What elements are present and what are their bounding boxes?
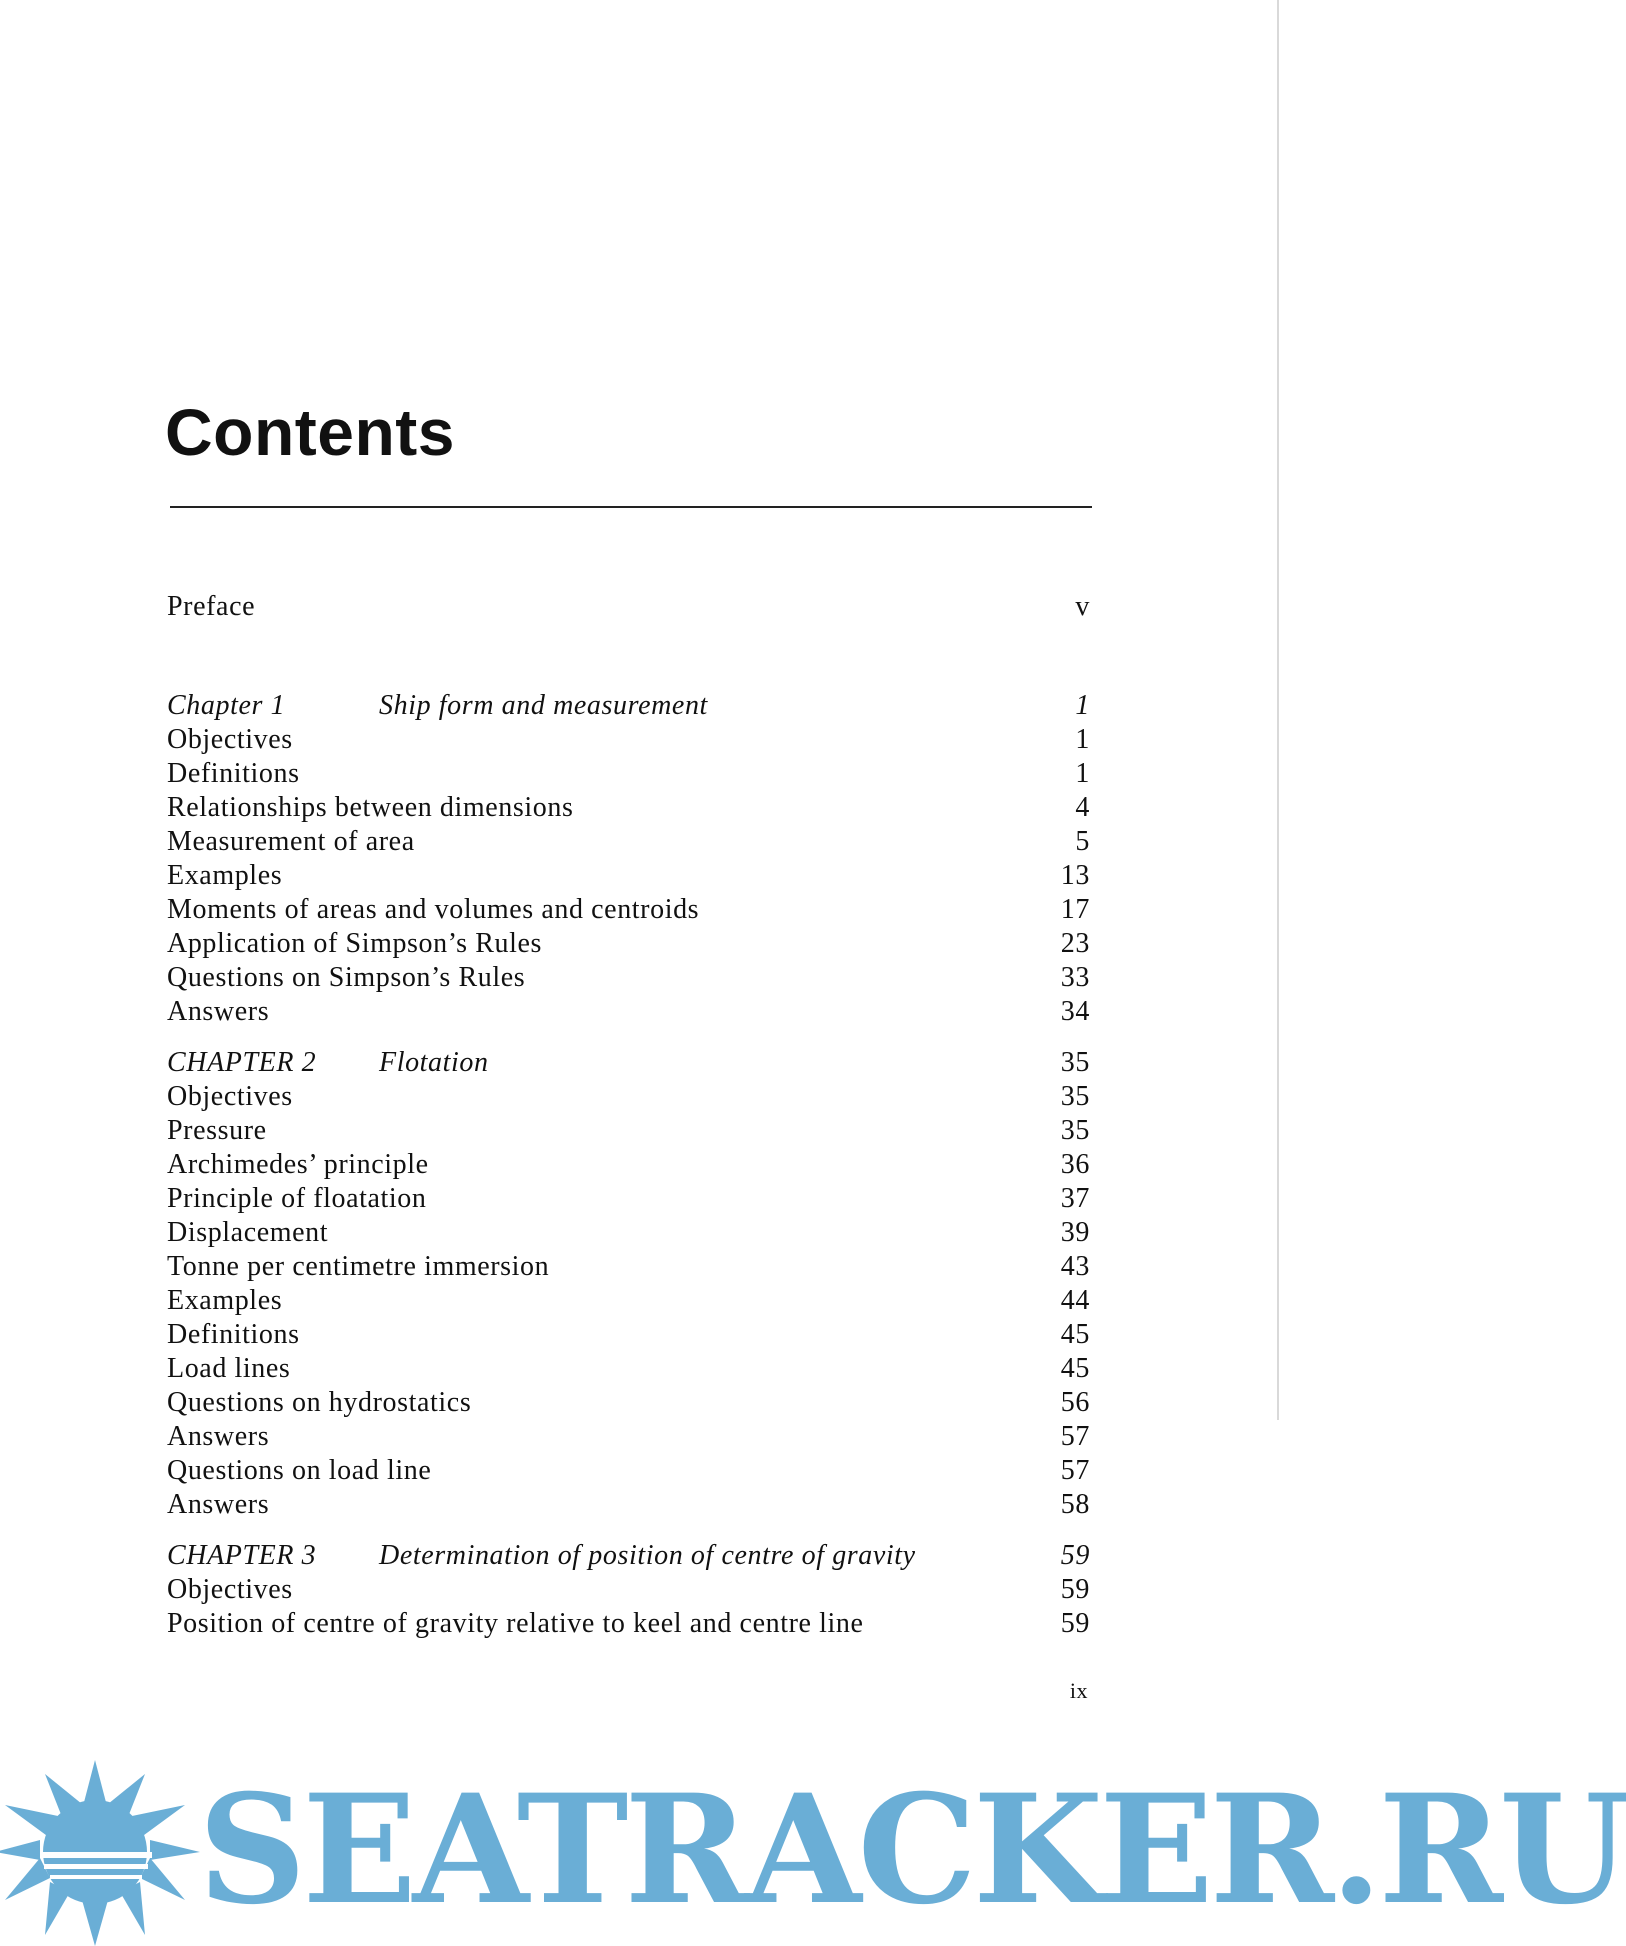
toc-entry[interactable] <box>167 1080 1090 1114</box>
toc-entry-page: 45 <box>1060 1353 1090 1384</box>
toc-entry-page: 59 <box>1060 1608 1090 1639</box>
toc-entry-page: 37 <box>1060 1183 1090 1214</box>
toc-entry-preface[interactable] <box>167 590 1090 624</box>
toc-entry-page: 5 <box>1075 826 1090 857</box>
toc-entry[interactable] <box>167 995 1090 1029</box>
toc-chapter-1-heading[interactable] <box>167 689 1090 723</box>
toc-entry-label: Preface <box>167 591 256 622</box>
toc-chapter-3-heading[interactable] <box>167 1539 1090 1573</box>
toc-entry-label: Answers <box>167 1489 270 1520</box>
toc-entry[interactable] <box>167 1454 1090 1488</box>
toc-entry[interactable] <box>167 1250 1090 1284</box>
toc-entry-label: Application of Simpson’s Rules <box>167 928 542 959</box>
chapter-title: Determination of position of centre of gravity <box>379 1540 916 1571</box>
toc-entry-page: 43 <box>1060 1251 1090 1282</box>
toc-entry-page: 1 <box>1075 724 1090 755</box>
chapter-title: Ship form and measurement <box>379 690 708 721</box>
page-number: ix <box>1069 1678 1088 1703</box>
chapter-label: CHAPTER 2 <box>167 1047 317 1078</box>
toc-entry-label: Position of centre of gravity relative to keel and centre line <box>167 1608 864 1639</box>
toc-entry[interactable] <box>167 1284 1090 1318</box>
toc-entry-page: v <box>1075 591 1090 622</box>
toc-entry-page: 33 <box>1060 962 1090 993</box>
toc-entry[interactable] <box>167 1573 1090 1607</box>
toc-entry-label: Examples <box>167 1285 283 1316</box>
toc-entry-page: 57 <box>1060 1421 1090 1452</box>
toc-entry-label: Measurement of area <box>167 826 415 857</box>
toc-entry-label: Answers <box>167 996 270 1027</box>
toc-entry-label: Objectives <box>167 1574 293 1605</box>
toc-entry-page: 45 <box>1060 1319 1090 1350</box>
toc-entry[interactable] <box>167 927 1090 961</box>
toc-entry-label: Examples <box>167 860 283 891</box>
toc-entry[interactable] <box>167 893 1090 927</box>
toc-entry[interactable] <box>167 1352 1090 1386</box>
toc-entry-page: 59 <box>1060 1574 1090 1605</box>
toc-entry[interactable] <box>167 1318 1090 1352</box>
toc-entry-page: 57 <box>1060 1455 1090 1486</box>
toc-entry[interactable] <box>167 1114 1090 1148</box>
chapter-page: 59 <box>1060 1540 1090 1571</box>
toc-entry[interactable] <box>167 1148 1090 1182</box>
toc-entry[interactable] <box>167 859 1090 893</box>
toc-entry-page: 35 <box>1060 1115 1090 1146</box>
toc-entry-page: 36 <box>1060 1149 1090 1180</box>
toc-entry-label: Moments of areas and volumes and centroids <box>167 894 700 925</box>
watermark <box>0 1760 1626 1946</box>
toc-entry-label: Questions on load line <box>167 1455 432 1486</box>
toc-entry-label: Objectives <box>167 724 293 755</box>
chapter-page: 35 <box>1060 1047 1090 1078</box>
toc-entry[interactable] <box>167 1386 1090 1420</box>
toc-entry[interactable] <box>167 1420 1090 1454</box>
toc-entry[interactable] <box>167 1182 1090 1216</box>
title-divider <box>170 506 1092 508</box>
toc-entry-page: 13 <box>1060 860 1090 891</box>
toc-entry-page: 1 <box>1075 758 1090 789</box>
page-edge-rule <box>1277 0 1279 1420</box>
toc-entry-label: Load lines <box>167 1353 291 1384</box>
chapter-label: Chapter 1 <box>167 690 286 721</box>
toc-entry-label: Objectives <box>167 1081 293 1112</box>
toc-entry-page: 35 <box>1060 1081 1090 1112</box>
toc-entry-label: Definitions <box>167 1319 300 1350</box>
toc-entry[interactable] <box>167 791 1090 825</box>
sun-icon <box>0 1760 200 1946</box>
toc-entry-label: Definitions <box>167 758 300 789</box>
toc-entry-label: Tonne per centimetre immersion <box>167 1251 550 1282</box>
toc-entry-page: 44 <box>1060 1285 1090 1316</box>
toc-entry-label: Pressure <box>167 1115 267 1146</box>
page-title: Contents <box>165 395 455 469</box>
toc-entry[interactable] <box>167 1216 1090 1250</box>
toc-entry-page: 56 <box>1060 1387 1090 1418</box>
toc-entry-page: 58 <box>1060 1489 1090 1520</box>
toc-entry-page: 17 <box>1060 894 1090 925</box>
toc-entry-page: 39 <box>1060 1217 1090 1248</box>
toc-chapter-2-heading[interactable] <box>167 1046 1090 1080</box>
toc-entry-label: Relationships between dimensions <box>167 792 574 823</box>
chapter-page: 1 <box>1075 690 1090 721</box>
toc-entry[interactable] <box>167 723 1090 757</box>
toc-entry-page: 23 <box>1060 928 1090 959</box>
chapter-title: Flotation <box>379 1047 489 1078</box>
chapter-label: CHAPTER 3 <box>167 1540 317 1571</box>
toc-entry-page: 34 <box>1060 996 1090 1027</box>
toc-entry-label: Principle of floatation <box>167 1183 427 1214</box>
toc-entry-page: 4 <box>1075 792 1090 823</box>
toc-entry-label: Questions on hydrostatics <box>167 1387 472 1418</box>
toc-entry-label: Archimedes’ principle <box>167 1149 429 1180</box>
watermark-text: SEATRACKER.RU <box>198 1762 1626 1938</box>
toc-entry-label: Answers <box>167 1421 270 1452</box>
toc-entry-label: Displacement <box>167 1217 329 1248</box>
toc-entry[interactable] <box>167 757 1090 791</box>
toc-entry-label: Questions on Simpson’s Rules <box>167 962 526 993</box>
toc-entry[interactable] <box>167 1488 1090 1522</box>
toc-entry[interactable] <box>167 1607 1090 1641</box>
toc-entry[interactable] <box>167 825 1090 859</box>
toc-entry[interactable] <box>167 961 1090 995</box>
